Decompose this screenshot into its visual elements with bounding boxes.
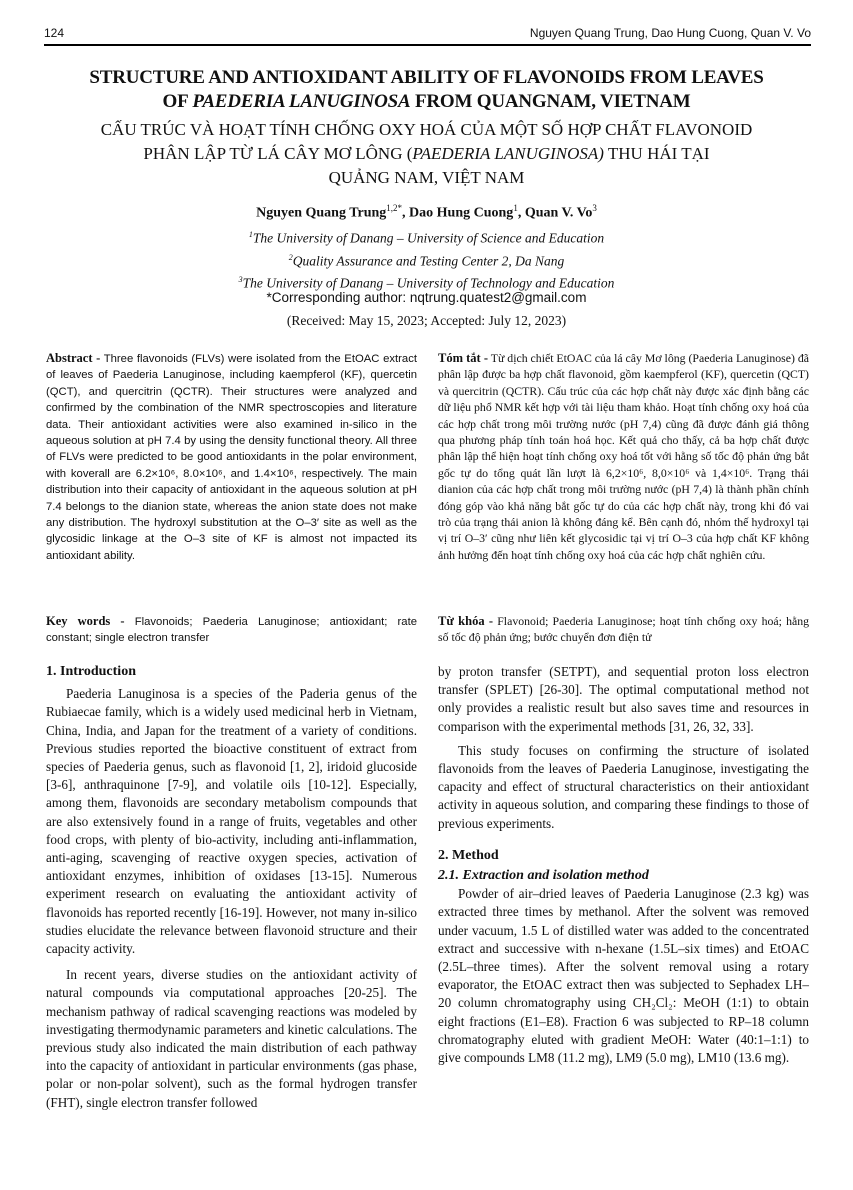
title-vi-line3: QUẢNG NAM, VIỆT NAM — [328, 168, 525, 187]
subsection-heading-extraction: 2.1. Extraction and isolation method — [438, 868, 649, 884]
author-sup: 3 — [592, 203, 597, 213]
corresponding-author: *Corresponding author: nqtrung.quatest2@gmail.com — [266, 290, 587, 305]
author-sup: 1 — [513, 203, 518, 213]
title-en-line2 — [30, 90, 823, 114]
title-vi-line2 — [30, 142, 823, 166]
affiliation-text: Quality Assurance and Testing Center 2, Da Nang — [292, 253, 565, 268]
abstract-vi-text: Từ dịch chiết EtOAC của lá cây Mơ lông (Paederia Lanuginose) đã phân lập được ba hợp chất flavonoid, gồm kaempferol (KF), quercetin (QCT) và quercitrin (QCTR). Cấu trúc của các hợp chất này được xác định bằng các dữ liệu phổ NMR kết hợp với tài liệu tham khảo. Hoạt tính chống oxy hoá của các hợp chất trong môi trường nước (pH 7,4) cũng đã được đánh giá thông qua phương pháp tính toán hoá học. Kết quả cho thấy, cả ba hợp chất được phân lập thể hiện hoạt tính chống oxy hoá tốt với hằng số tốc độ phản ứng bắt gốc tự do tổng quát lần lượt là 6,2×10⁶, 8,0×10⁶ và 1,4×10⁶. Trạng thái dianion của các hợp chất trong môi trường nước (pH 7,4) là thành phần chính đóng góp vào khả năng bắt gốc tự do của các hợp chất này, trong khi đó vai trò của trạng thái anion là không đáng kể. Bên cạnh đó, nhóm thế hydroxyl tại vị trí O–3′ cũng như liên kết glycosidic tại vị trí O–3 của hợp chất KF không ảnh hưởng đến hoạt tính chống oxy hoá của các hợp chất nghiên cứu. — [438, 351, 810, 562]
paragraph: Powder of air–dried leaves of Paederia Lanuginose (2.3 kg) was extracted three times by methanol. After the solvent was removed under vacuum, 1.5 L of distilled water was added to the concentrated extract and successive with n-hexane (1.5L–six times) and EtOAC (2.5L–three times). After the solvent removal using a rotary evaporator, the EtOAC extract then was subjected to Sephadex LH–20 column chromatography using CH₂Cl₂: MeOH (1:1) to obtain eight fractions (E1–E8). Fraction 6 was subjected to RP–18 column chromatography eluted with gradient MeOH: Water (40:1–1:1) to give compounds LM8 (11.2 mg), LM9 (5.0 mg), LM10 (13.6 mg). — [438, 886, 809, 1066]
paragraph: This study focuses on confirming the structure of isolated flavonoids from the leaves of Paederia Lanuginose, investigating the capacity and effect of structural characteristics on their antioxidant activity in aqueous solution, and comparing these findings to those of previous experiments. — [438, 742, 809, 831]
section-heading-introduction: 1. Introduction — [46, 664, 136, 679]
running-header — [44, 22, 811, 46]
keywords-vietnamese — [438, 613, 809, 646]
running-header-authors: Nguyen Quang Trung, Dao Hung Cuong, Quan V. Vo — [529, 26, 811, 40]
author-list: Nguyen Quang Trung$^{1,2*}$, Dao Hung Cuong$^1$, Quan V. Vo$^3$ — [256, 203, 597, 221]
abstract-english — [46, 350, 417, 564]
affiliation — [0, 248, 853, 271]
author-name: Nguyen Quang Trung — [256, 205, 387, 221]
keywords-vi-text: Flavonoid; Paederia Lanuginose; hoạt tính chống oxy hoá; hằng số tốc độ phản ứng; bước chuyển đơn điện tử — [438, 614, 810, 645]
title-vi-text: PHÂN LẬP TỪ LÁ CÂY MƠ LÔNG ( — [143, 144, 413, 163]
affiliations — [0, 225, 853, 293]
paragraph: In recent years, diverse studies on the antioxidant activity of natural compounds via computational approaches [20-25]. The mechanism pathway of radical scavenging reactions was modeled by investigating thermodynamic parameters and kinetic calculations. The previous study also indicated the main distribution of each pathway into the capacity of antioxidant in particular environments (gas phase, polar or non-polar solvent), such as the formal hydrogen transfer (FHT), single electron transfer followed — [46, 967, 417, 1110]
affiliation-sup: 3 — [238, 275, 243, 284]
title-vi-species: PAEDERIA LANUGINOSA) — [412, 144, 604, 163]
keywords-label: Key words - — [46, 614, 125, 628]
received-dates: (Received: May 15, 2023; Accepted: July 12, 2023) — [286, 313, 567, 328]
author-sup: 1,2* — [386, 203, 403, 213]
author-name: Quan V. Vo — [524, 205, 593, 221]
keywords-text: Flavonoids; Paederia Lanuginose; antioxidant; rate constant; single electron transfer — [46, 616, 418, 645]
body-left-column — [46, 663, 417, 1112]
affiliation — [0, 225, 853, 248]
paragraph: by proton transfer (SETPT), and sequential proton loss electron transfer (SPLET) [26-30]. The optimal computational method not only provides a realistic result but also saves time and resources in comparison with the experimental methods [31, 26, 32, 33]. — [438, 664, 809, 734]
affiliation-sup: 1 — [248, 230, 253, 239]
title-en-text: FROM QUANGNAM, VIETNAM — [410, 91, 691, 112]
title-vi-text: THU HÁI TẠI — [603, 144, 710, 163]
author-name: Dao Hung Cuong — [409, 205, 514, 221]
title-en-species: PAEDERIA LANUGINOSA — [192, 91, 411, 112]
abstract-text: Three flavonoids (FLVs) were isolated from the EtOAC extract of leaves of Paederia Lanuginose, including kaempferol (KF), quercetin (QCT), and quercitrin (QCTR). Their structures were analyzed and confirmed by the combination of the NMR spectroscopies and literature data. Their antioxidant activities were also examined in-silico in the aqueous solution at pH 7.4 by using the density functional theory. All three of FLVs were predicted to be good antioxidants in the polar environment, with koverall are 6.2×10⁶, 8.0×10⁶, and 1.4×10⁶, respectively. The main distribution into their capacity of antioxidant in the aqueous solution at pH 7.4 belongs to the dianion state, whereas the anion state does not make any distribution. The hydroxyl substitution at the O–3′ site as well as the glycosidic linkage at the O–3 site of KF is almost not impacted its antioxidant ability. — [46, 353, 417, 562]
affiliation-text: The University of Danang – University of Science and Education — [252, 230, 605, 246]
abstract-vi-label: Tóm tắt - — [438, 351, 488, 365]
abstract-label: Abstract - — [46, 351, 101, 365]
section-heading-method: 2. Method — [438, 847, 499, 863]
title-vi-line1: CẤU TRÚC VÀ HOẠT TÍNH CHỐNG OXY HOÁ CỦA MỘT SỐ HỢP CHẤT FLAVONOID — [100, 120, 753, 139]
keywords-vi-label: Từ khóa - — [438, 614, 494, 628]
body-right-column — [438, 663, 809, 1067]
keywords-english — [46, 613, 417, 647]
title-en-line1: STRUCTURE AND ANTIOXIDANT ABILITY OF FLAVONOIDS FROM LEAVES — [89, 67, 764, 88]
affiliation-text: The University of Danang – University of Technology and Education — [242, 275, 615, 291]
title-en-text: OF — [162, 91, 193, 112]
affiliation-sup: 2 — [288, 252, 293, 262]
page-number: 124 — [44, 26, 65, 40]
title-vietnamese — [30, 118, 823, 190]
title-english — [30, 66, 823, 114]
abstract-vietnamese — [438, 350, 809, 563]
paragraph: Paederia Lanuginosa is a species of the Paderia genus of the Rubiaecae family, which is a widely used medicinal herb in Vietnam, China, India, and Japan for the treatment of a variety of conditions. Previous studies reported the bioactive constituent of extract from species of Paederia genus, such as flavonoid [1, 2], iridoid glucoside [3-6], anthraquinone [7-9], and volatile oils [10-12]. Especially, among them, flavonoids are secondary metabolism compounds that are also extensively found in a range of fruits, vegetables and other food crops, with plenty of bio-activity, including anti-inflammation, anti-aging, scavenging of reactive oxygen species, activation of antioxidant enzymes, inhibition of oxidases [13-15]. Numerous experiment research on evaluating the antioxidant activity of flavonoids has reported recently [16-19]. However, not many in-silico studies elucidate the relevance between flavonoid structure and their capacity activity. — [46, 686, 417, 957]
